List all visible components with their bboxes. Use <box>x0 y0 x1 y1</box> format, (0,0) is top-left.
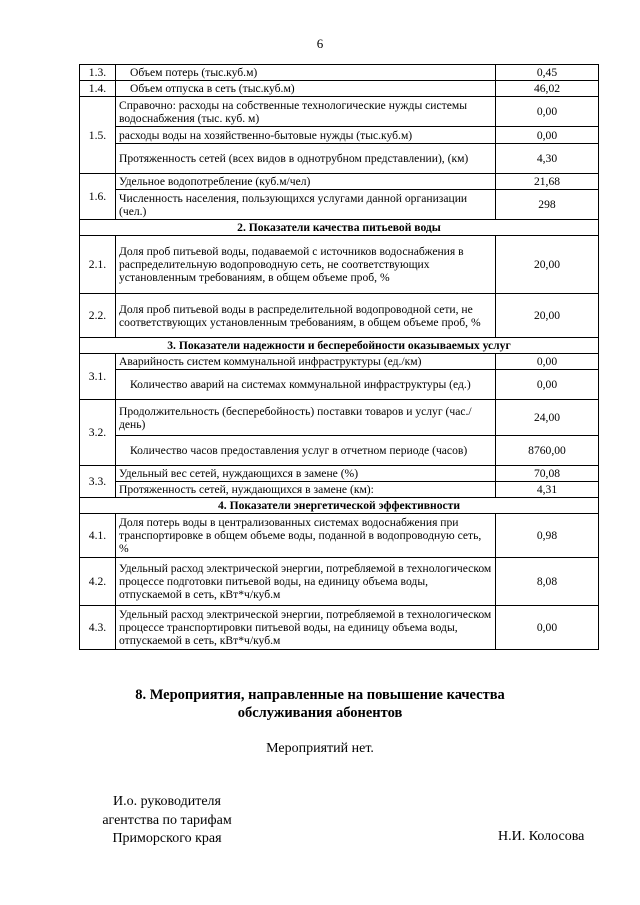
row-label: Протяженность сетей, нуждающихся в замене (км): <box>116 482 496 498</box>
row-value: 8760,00 <box>496 436 599 466</box>
signatory-name: Н.И. Колосова <box>498 829 585 844</box>
row-value: 4,31 <box>496 482 599 498</box>
row-number: 2.2. <box>80 294 116 338</box>
row-value: 0,00 <box>496 354 599 370</box>
row-value: 70,08 <box>496 466 599 482</box>
table-row <box>80 400 599 436</box>
row-label: Удельный расход электрической энергии, потребляемой в технологическом процессе подготовки питьевой воды, на единицу объема воды, отпускаемой в сеть, кВт*ч/куб.м <box>116 558 496 606</box>
row-value: 0,00 <box>496 370 599 400</box>
row-number: 1.3. <box>80 65 116 81</box>
page-number: 6 <box>316 36 324 51</box>
section-8-heading-line1: 8. Мероприятия, направленные на повышение качества <box>135 687 505 703</box>
table-row <box>80 236 599 294</box>
table-row <box>80 97 599 127</box>
row-label: Удельное водопотребление (куб.м/чел) <box>116 174 496 190</box>
row-number: 1.6. <box>80 174 116 220</box>
row-label: Удельный расход электрической энергии, потребляемой в технологическом процессе транспортировки питьевой воды, на единицу объема воды, отпускаемой в сеть, кВт*ч/куб.м <box>116 606 496 650</box>
table-row <box>80 514 599 558</box>
row-label: Количество часов предоставления услуг в отчетном периоде (часов) <box>116 436 496 466</box>
row-value: 20,00 <box>496 294 599 338</box>
table-row <box>80 606 599 650</box>
table-row <box>80 190 599 220</box>
row-value: 8,08 <box>496 558 599 606</box>
table-row <box>80 436 599 466</box>
row-value: 298 <box>496 190 599 220</box>
row-number: 1.5. <box>80 97 116 174</box>
row-number: 3.1. <box>80 354 116 400</box>
row-number: 3.3. <box>80 466 116 498</box>
row-value: 21,68 <box>496 174 599 190</box>
signatory-line-2: агентства по тарифам <box>102 812 232 828</box>
section-8-heading <box>0 686 640 722</box>
section-8-heading-line2: обслуживания абонентов <box>237 705 403 721</box>
row-label: Доля проб питьевой воды, подаваемой с источников водоснабжения в распределительную водопроводную сеть, не соответствующих установленным требованиям, в общем объеме проб, % <box>116 236 496 294</box>
section-header-row <box>80 220 599 236</box>
section-8-body: Мероприятий нет. <box>266 741 374 756</box>
row-number: 4.2. <box>80 558 116 606</box>
signatory-line-3: Приморского края <box>112 831 222 846</box>
row-value: 24,00 <box>496 400 599 436</box>
signatory-title <box>82 793 252 849</box>
row-number: 4.3. <box>80 606 116 650</box>
row-label: Продолжительность (бесперебойность) поставки товаров и услуг (час./день) <box>116 400 496 436</box>
row-label: Доля проб питьевой воды в распределительной водопроводной сети, не соответствующих установленным требованиям, в общем объеме проб, % <box>116 294 496 338</box>
signatory-line-1: И.о. руководителя <box>112 794 221 809</box>
row-number: 2.1. <box>80 236 116 294</box>
row-value: 0,98 <box>496 514 599 558</box>
row-number: 1.4. <box>80 81 116 97</box>
row-label: Доля потерь воды в централизованных системах водоснабжения при транспортировке в общем объеме воды, поданной в водопроводную сеть, % <box>116 514 496 558</box>
row-number: 4.1. <box>80 514 116 558</box>
row-number: 3.2. <box>80 400 116 466</box>
section-heading: 3. Показатели надежности и бесперебойности оказываемых услуг <box>80 338 599 354</box>
section-header-row <box>80 338 599 354</box>
row-value: 20,00 <box>496 236 599 294</box>
table-row <box>80 294 599 338</box>
row-label: Удельный вес сетей, нуждающихся в замене (%) <box>116 466 496 482</box>
section-heading: 2. Показатели качества питьевой воды <box>80 220 599 236</box>
row-value: 0,45 <box>496 65 599 81</box>
row-value: 4,30 <box>496 144 599 174</box>
table-row <box>80 127 599 144</box>
row-value: 0,00 <box>496 127 599 144</box>
row-value: 0,00 <box>496 606 599 650</box>
row-label: Численность населения, пользующихся услугами данной организации (чел.) <box>116 190 496 220</box>
table-row <box>80 174 599 190</box>
table-row <box>80 466 599 482</box>
row-label: Объем отпуска в сеть (тыс.куб.м) <box>116 81 496 97</box>
indicators-table <box>79 64 599 650</box>
row-label: Количество аварий на системах коммунальной инфраструктуры (ед.) <box>116 370 496 400</box>
table-row <box>80 482 599 498</box>
row-label: Объем потерь (тыс.куб.м) <box>116 65 496 81</box>
row-value: 0,00 <box>496 97 599 127</box>
table-row <box>80 354 599 370</box>
row-label: расходы воды на хозяйственно-бытовые нужды (тыс.куб.м) <box>116 127 496 144</box>
row-label: Аварийность систем коммунальной инфраструктуры (ед./км) <box>116 354 496 370</box>
table-row <box>80 558 599 606</box>
row-value: 46,02 <box>496 81 599 97</box>
table-row <box>80 65 599 81</box>
table-row <box>80 144 599 174</box>
row-label: Справочно: расходы на собственные технологические нужды системы водоснабжения (тыс. куб. м) <box>116 97 496 127</box>
table-row <box>80 81 599 97</box>
section-header-row <box>80 498 599 514</box>
table-row <box>80 370 599 400</box>
section-heading: 4. Показатели энергетической эффективности <box>80 498 599 514</box>
row-label: Протяженность сетей (всех видов в однотрубном представлении), (км) <box>116 144 496 174</box>
